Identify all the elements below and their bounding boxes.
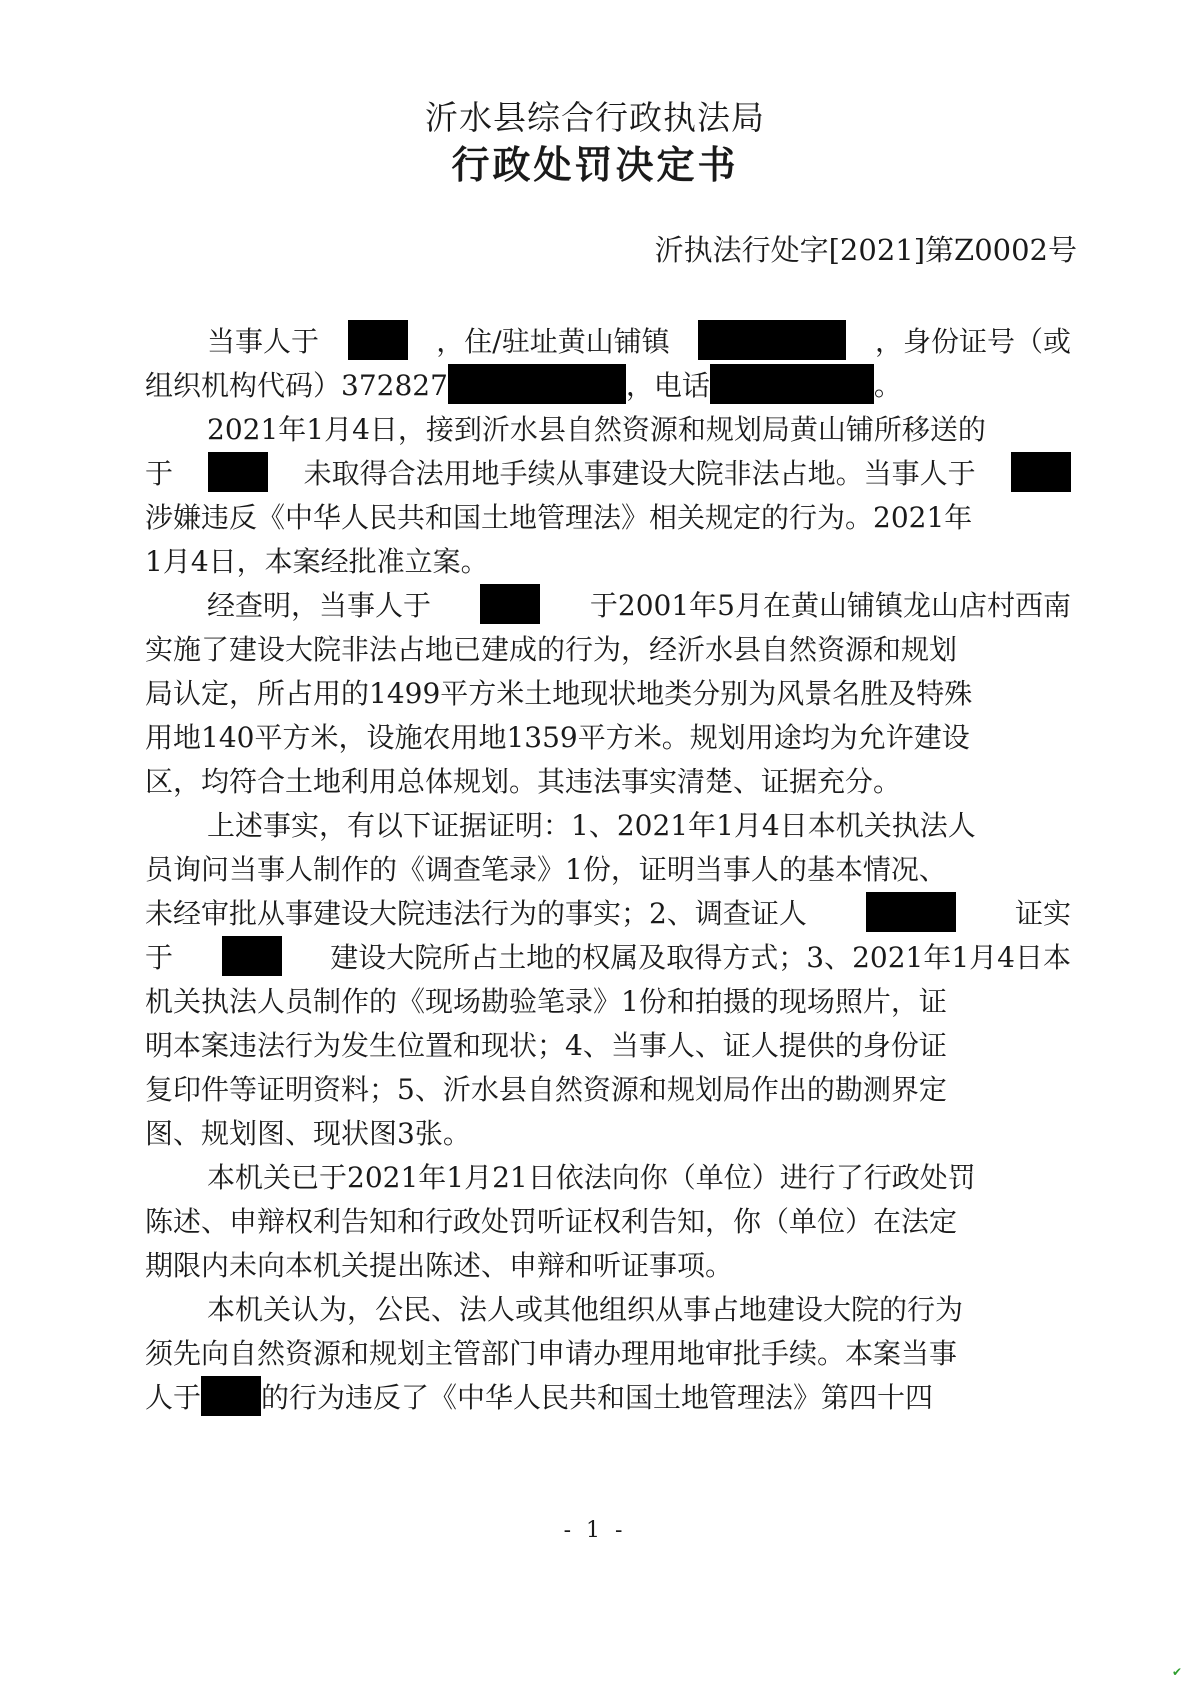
issuing-agency: 沂水县综合行政执法局 bbox=[425, 98, 765, 137]
redaction-block bbox=[698, 320, 846, 360]
body-line: 人于 的行为违反了《中华人民共和国土地管理法》第四十四 bbox=[145, 1374, 1071, 1418]
document-body bbox=[145, 318, 1071, 1418]
body-line: 明本案违法行为发生位置和现状；4、当事人、证人提供的身份证 bbox=[145, 1029, 947, 1062]
body-line: 本机关认为，公民、法人或其他组织从事占地建设大院的行为 bbox=[207, 1293, 964, 1326]
body-line: 员询问当事人制作的《调查笔录》1份，证明当事人的基本情况、 bbox=[145, 853, 947, 886]
redaction-block bbox=[448, 364, 626, 404]
redaction-block bbox=[1011, 452, 1071, 492]
document-title: 行政处罚决定书 bbox=[451, 142, 739, 187]
body-line: 上述事实，有以下证据证明：1、2021年1月4日本机关执法人 bbox=[207, 809, 976, 842]
body-line: 用地140平方米，设施农用地1359平方米。规划用途均为允许建设 bbox=[145, 721, 970, 754]
redaction-block bbox=[222, 936, 282, 976]
body-line: 1月4日，本案经批准立案。 bbox=[145, 545, 489, 578]
redaction-block bbox=[201, 1376, 261, 1416]
body-line: 涉嫌违反《中华人民共和国土地管理法》相关规定的行为。2021年 bbox=[145, 501, 973, 534]
redaction-block bbox=[348, 320, 408, 360]
body-line: 2021年1月4日，接到沂水县自然资源和规划局黄山铺所移送的 bbox=[207, 413, 986, 446]
body-line: 区，均符合土地利用总体规划。其违法事实清楚、证据充分。 bbox=[145, 765, 902, 798]
body-line: 图、规划图、现状图3张。 bbox=[145, 1117, 471, 1150]
body-line: 经查明，当事人于 于2001年5月在黄山铺镇龙山店村西南 bbox=[145, 582, 1071, 626]
body-line: 当事人于 ，住/驻址黄山铺镇 ，身份证号（或 bbox=[145, 318, 1071, 362]
redaction-block bbox=[710, 364, 874, 404]
body-line: 机关执法人员制作的《现场勘验笔录》1份和拍摄的现场照片，证 bbox=[145, 985, 947, 1018]
body-line: 于 建设大院所占土地的权属及取得方式；3、2021年1月4日本 bbox=[145, 934, 1071, 978]
body-line: 复印件等证明资料；5、沂水县自然资源和规划局作出的勘测界定 bbox=[145, 1073, 947, 1106]
document-number: 沂执法行处字[2021]第Z0002号 bbox=[654, 233, 1077, 267]
body-line: 未经审批从事建设大院违法行为的事实；2、调查证人 证实 bbox=[145, 890, 1071, 934]
body-line: 陈述、申辩权利告知和行政处罚听证权利告知，你（单位）在法定 bbox=[145, 1205, 958, 1238]
body-line: 于 未取得合法用地手续从事建设大院非法占地。当事人于 bbox=[145, 450, 1071, 494]
page-number: - 1 - bbox=[563, 1518, 627, 1543]
body-line: 组织机构代码）372827 ，电话 。 bbox=[145, 362, 1071, 406]
body-line: 本机关已于2021年1月21日依法向你（单位）进行了行政处罚 bbox=[207, 1161, 976, 1194]
redaction-block bbox=[208, 452, 268, 492]
body-line: 须先向自然资源和规划主管部门申请办理用地审批手续。本案当事 bbox=[145, 1337, 958, 1370]
checkmark-icon: ✔ bbox=[1172, 1665, 1183, 1679]
redaction-block bbox=[480, 584, 540, 624]
redaction-block bbox=[866, 892, 956, 932]
body-line: 期限内未向本机关提出陈述、申辩和听证事项。 bbox=[145, 1249, 734, 1282]
body-line: 实施了建设大院非法占地已建成的行为，经沂水县自然资源和规划 bbox=[145, 633, 958, 666]
body-line: 局认定，所占用的1499平方米土地现状地类分别为风景名胜及特殊 bbox=[145, 677, 973, 710]
